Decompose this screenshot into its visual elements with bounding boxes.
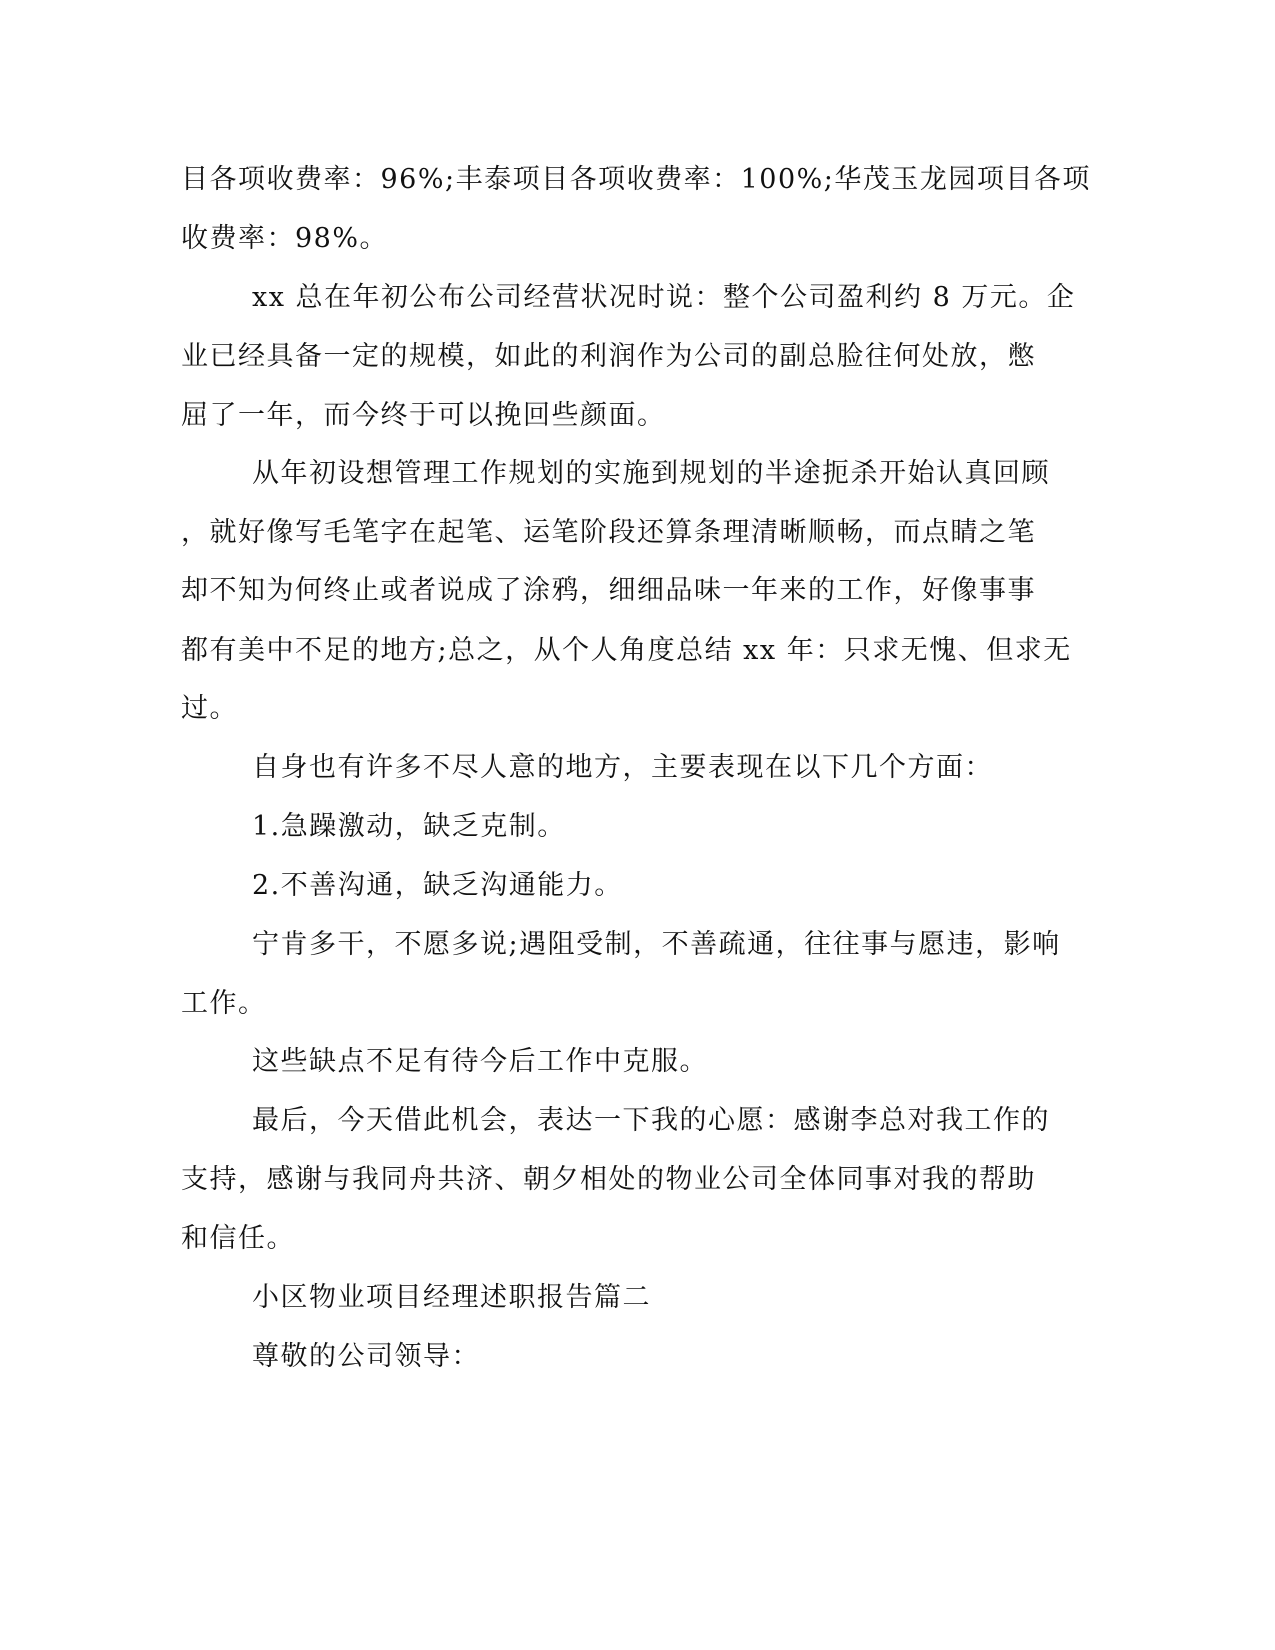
text-line: 自身也有许多不尽人意的地方，主要表现在以下几个方面： (252, 752, 993, 783)
text-line: 和信任。 (181, 1223, 295, 1254)
text-line: 收费率：98%。 (181, 223, 389, 254)
text-line: 这些缺点不足有待今后工作中克服。 (252, 1046, 708, 1077)
text-line: 屈了一年，而今终于可以挽回些颜面。 (181, 400, 666, 431)
text-line: 最后，今天借此机会，表达一下我的心愿：感谢李总对我工作的 (252, 1105, 1050, 1136)
text-line: ，就好像写毛笔字在起笔、运笔阶段还算条理清晰顺畅，而点睛之笔 (181, 517, 1036, 548)
text-line: 都有美中不足的地方;总之，从个人角度总结 xx 年：只求无愧、但求无 (181, 635, 1072, 666)
text-line: 工作。 (181, 988, 267, 1019)
text-line: 目各项收费率：96%;丰泰项目各项收费率：100%;华茂玉龙园项目各项 (181, 164, 1091, 195)
text-line: 宁肯多干，不愿多说;遇阻受制，不善疏通，往往事与愿违，影响 (252, 929, 1061, 960)
text-line: 却不知为何终止或者说成了涂鸦，细细品味一年来的工作，好像事事 (181, 575, 1036, 606)
list-item: 1.急躁激动，缺乏克制。 (252, 811, 566, 842)
text-line: 业已经具备一定的规模，如此的利润作为公司的副总脸往何处放，憋 (181, 341, 1036, 372)
text-line: xx 总在年初公布公司经营状况时说：整个公司盈利约 8 万元。企 (252, 282, 1076, 313)
section-title: 小区物业项目经理述职报告篇二 (252, 1282, 651, 1313)
text-line: 从年初设想管理工作规划的实施到规划的半途扼杀开始认真回顾 (252, 458, 1050, 489)
text-line: 过。 (181, 693, 238, 724)
list-item: 2.不善沟通，缺乏沟通能力。 (252, 870, 623, 901)
text-line: 支持，感谢与我同舟共济、朝夕相处的物业公司全体同事对我的帮助 (181, 1164, 1036, 1195)
salutation: 尊敬的公司领导： (252, 1341, 480, 1372)
